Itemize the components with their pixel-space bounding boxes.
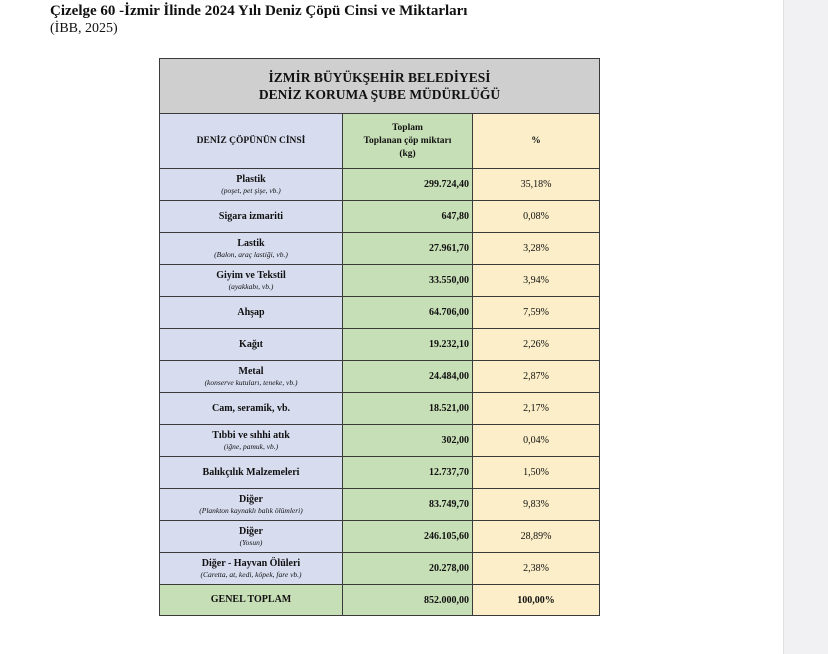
litter-type-cell — [160, 233, 343, 265]
total-label: GENEL TOPLAM — [160, 585, 343, 616]
litter-type-cell — [160, 457, 343, 489]
litter-type-examples: (Plankton kaynaklı balık ölümleri) — [199, 505, 303, 515]
table-row — [160, 297, 600, 329]
percent-cell: 2,38% — [473, 553, 600, 585]
amount-cell: 64.706,00 — [343, 297, 473, 329]
table-row — [160, 169, 600, 201]
litter-type-cell — [160, 169, 343, 201]
percent-cell: 1,50% — [473, 457, 600, 489]
litter-type-name: Diğer — [239, 525, 263, 537]
col-header-amount-line2: Toplanan çöp miktarı — [363, 135, 452, 146]
viewer-side-panel — [783, 0, 828, 654]
litter-type-cell — [160, 265, 343, 297]
table-row — [160, 489, 600, 521]
table-caption — [50, 2, 467, 37]
table-row — [160, 521, 600, 553]
percent-cell: 2,17% — [473, 393, 600, 425]
litter-type-examples: (ayakkabı, vb.) — [228, 281, 274, 291]
table-row — [160, 553, 600, 585]
table-org-header — [160, 59, 600, 114]
org-name: İZMİR BÜYÜKŞEHİR BELEDİYESİ — [268, 70, 491, 85]
amount-cell: 24.484,00 — [343, 361, 473, 393]
litter-type-examples: (konserve kutuları, teneke, vb.) — [204, 377, 298, 387]
marine-litter-table — [159, 58, 600, 616]
litter-type-examples: (Yosun) — [239, 537, 263, 547]
column-header-row — [160, 114, 600, 169]
litter-type-name: Diğer — [239, 493, 263, 505]
col-header-type: DENİZ ÇÖPÜNÜN CİNSİ — [160, 114, 343, 169]
col-header-amount — [343, 114, 473, 169]
amount-cell: 12.737,70 — [343, 457, 473, 489]
litter-type-name: Balıkçılık Malzemeleri — [202, 466, 300, 478]
litter-type-name: Cam, seramik, vb. — [211, 402, 291, 414]
org-department: DENİZ KORUMA ŞUBE MÜDÜRLÜĞÜ — [258, 87, 501, 102]
litter-type-examples: (Caretta, at, kedi, köpek, fare vb.) — [200, 569, 302, 579]
col-header-amount-line3: (kg) — [399, 148, 416, 159]
litter-type-cell — [160, 489, 343, 521]
litter-type-cell — [160, 361, 343, 393]
amount-cell: 246.105,60 — [343, 521, 473, 553]
total-row — [160, 585, 600, 616]
amount-cell: 33.550,00 — [343, 265, 473, 297]
litter-type-name: Giyim ve Tekstil — [216, 269, 286, 281]
litter-type-examples: (poşet, pet şişe, vb.) — [221, 185, 281, 195]
caption-source: (İBB, 2025) — [50, 21, 118, 36]
litter-type-cell — [160, 201, 343, 233]
col-header-percent: % — [473, 114, 600, 169]
amount-cell: 647,80 — [343, 201, 473, 233]
caption-title: Çizelge 60 -İzmir İlinde 2024 Yılı Deniz Çöpü Cinsi ve Miktarları — [50, 3, 468, 19]
amount-cell: 27.961,70 — [343, 233, 473, 265]
litter-type-name: Diğer - Hayvan Ölüleri — [201, 557, 301, 569]
litter-type-examples: (Balon, araç lastiği, vb.) — [214, 249, 288, 259]
table-row — [160, 425, 600, 457]
percent-cell: 9,83% — [473, 489, 600, 521]
percent-cell: 35,18% — [473, 169, 600, 201]
amount-cell: 19.232,10 — [343, 329, 473, 361]
percent-cell: 7,59% — [473, 297, 600, 329]
table-row — [160, 457, 600, 489]
percent-cell: 0,08% — [473, 201, 600, 233]
amount-cell: 302,00 — [343, 425, 473, 457]
amount-cell: 299.724,40 — [343, 169, 473, 201]
table-row — [160, 233, 600, 265]
litter-type-name: Plastik — [236, 173, 266, 185]
table-row — [160, 361, 600, 393]
litter-type-cell — [160, 393, 343, 425]
amount-cell: 20.278,00 — [343, 553, 473, 585]
total-amount: 852.000,00 — [343, 585, 473, 616]
percent-cell: 3,94% — [473, 265, 600, 297]
total-percent: 100,00% — [473, 585, 600, 616]
litter-type-cell — [160, 297, 343, 329]
table-row — [160, 201, 600, 233]
litter-type-name: Kağıt — [239, 338, 263, 350]
litter-type-name: Lastik — [237, 237, 265, 249]
litter-type-name: Metal — [238, 365, 264, 377]
percent-cell: 0,04% — [473, 425, 600, 457]
percent-cell: 28,89% — [473, 521, 600, 553]
litter-type-cell — [160, 521, 343, 553]
amount-cell: 83.749,70 — [343, 489, 473, 521]
percent-cell: 2,26% — [473, 329, 600, 361]
litter-type-name: Ahşap — [237, 306, 265, 318]
percent-cell: 2,87% — [473, 361, 600, 393]
table-row — [160, 265, 600, 297]
table-row — [160, 329, 600, 361]
amount-cell: 18.521,00 — [343, 393, 473, 425]
litter-type-name: Sigara izmariti — [218, 210, 284, 222]
table-row — [160, 393, 600, 425]
litter-type-cell — [160, 425, 343, 457]
col-header-amount-line1: Toplam — [392, 122, 423, 133]
litter-type-cell — [160, 329, 343, 361]
litter-type-cell — [160, 553, 343, 585]
litter-type-examples: (iğne, pamuk, vb.) — [223, 441, 279, 451]
percent-cell: 3,28% — [473, 233, 600, 265]
litter-type-name: Tıbbi ve sıhhi atık — [212, 429, 290, 441]
